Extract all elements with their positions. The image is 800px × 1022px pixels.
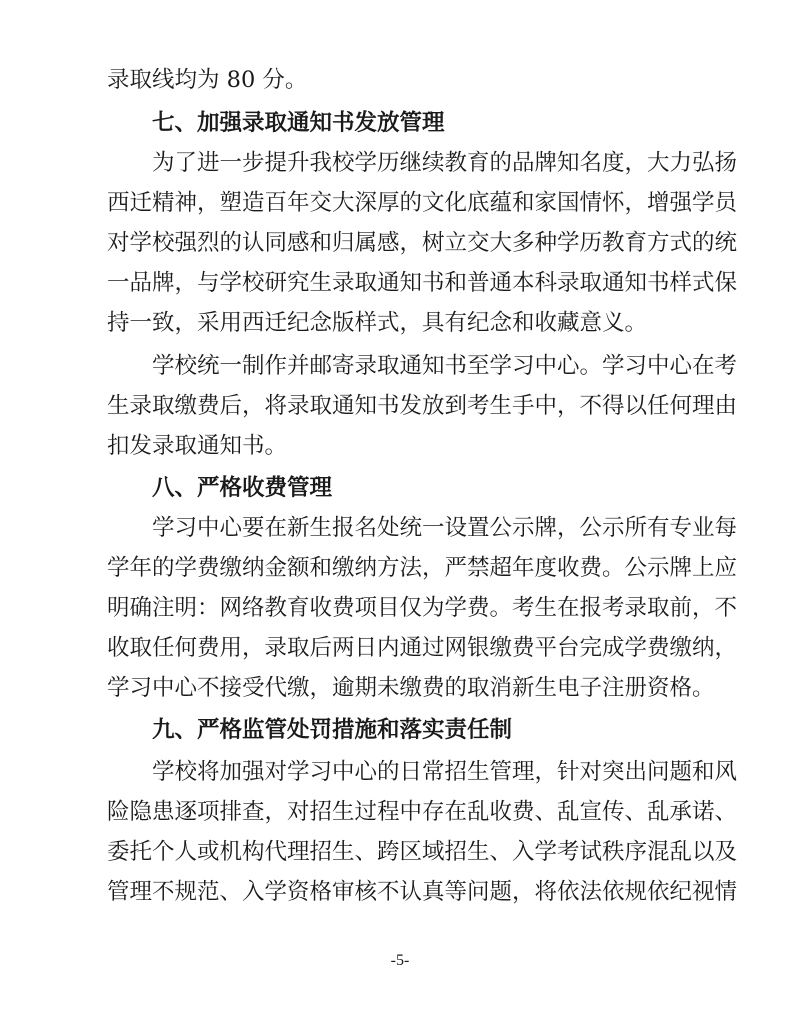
text-line: 学习中心要在新生报名处统一设置公示牌，公示所有专业每 — [152, 515, 738, 541]
text-line: 险隐患逐项排查，对招生过程中存在乱收费、乱宣传、乱承诺、 — [107, 799, 738, 825]
text-line: 收取任何费用，录取后两日内通过网银缴费平台完成学费缴纳， — [107, 635, 738, 661]
text-line: 持一致，采用西迁纪念版样式，具有纪念和收藏意义。 — [107, 310, 648, 336]
text-line: 西迁精神，塑造百年交大深厚的文化底蕴和家国情怀，增强学员 — [107, 190, 738, 216]
section-heading-9: 九、严格监管处罚措施和落实责任制 — [152, 717, 513, 743]
text-line: 学年的学费缴纳金额和缴纳方法，严禁超年度收费。公示牌上应 — [107, 555, 738, 581]
text-line: 管理不规范、入学资格审核不认真等问题，将依法依规依纪视情 — [107, 879, 738, 905]
section-heading-7: 七、加强录取通知书发放管理 — [152, 110, 445, 136]
section-heading-8: 八、严格收费管理 — [152, 475, 333, 501]
page-number: -5- — [390, 952, 410, 969]
text-line: 一品牌，与学校研究生录取通知书和普通本科录取通知书样式保 — [107, 270, 738, 296]
text-line: 对学校强烈的认同感和归属感，树立交大多种学历教育方式的统 — [107, 230, 738, 256]
text-line: 学校将加强对学习中心的日常招生管理，针对突出问题和风 — [152, 759, 738, 785]
text-line: 为了进一步提升我校学历继续教育的品牌知名度，大力弘扬 — [152, 150, 738, 176]
text-line: 录取线均为 80 分。 — [107, 67, 308, 93]
text-line: 生录取缴费后，将录取通知书发放到考生手中，不得以任何理由 — [107, 393, 738, 419]
text-line: 明确注明：网络教育收费项目仅为学费。考生在报考录取前，不 — [107, 595, 738, 621]
text-line: 学习中心不接受代缴，逾期未缴费的取消新生电子注册资格。 — [107, 675, 715, 701]
text-line: 扣发录取通知书。 — [107, 433, 288, 459]
text-line: 学校统一制作并邮寄录取通知书至学习中心。学习中心在考 — [152, 353, 738, 379]
text-line: 委托个人或机构代理招生、跨区域招生、入学考试秩序混乱以及 — [107, 839, 738, 865]
